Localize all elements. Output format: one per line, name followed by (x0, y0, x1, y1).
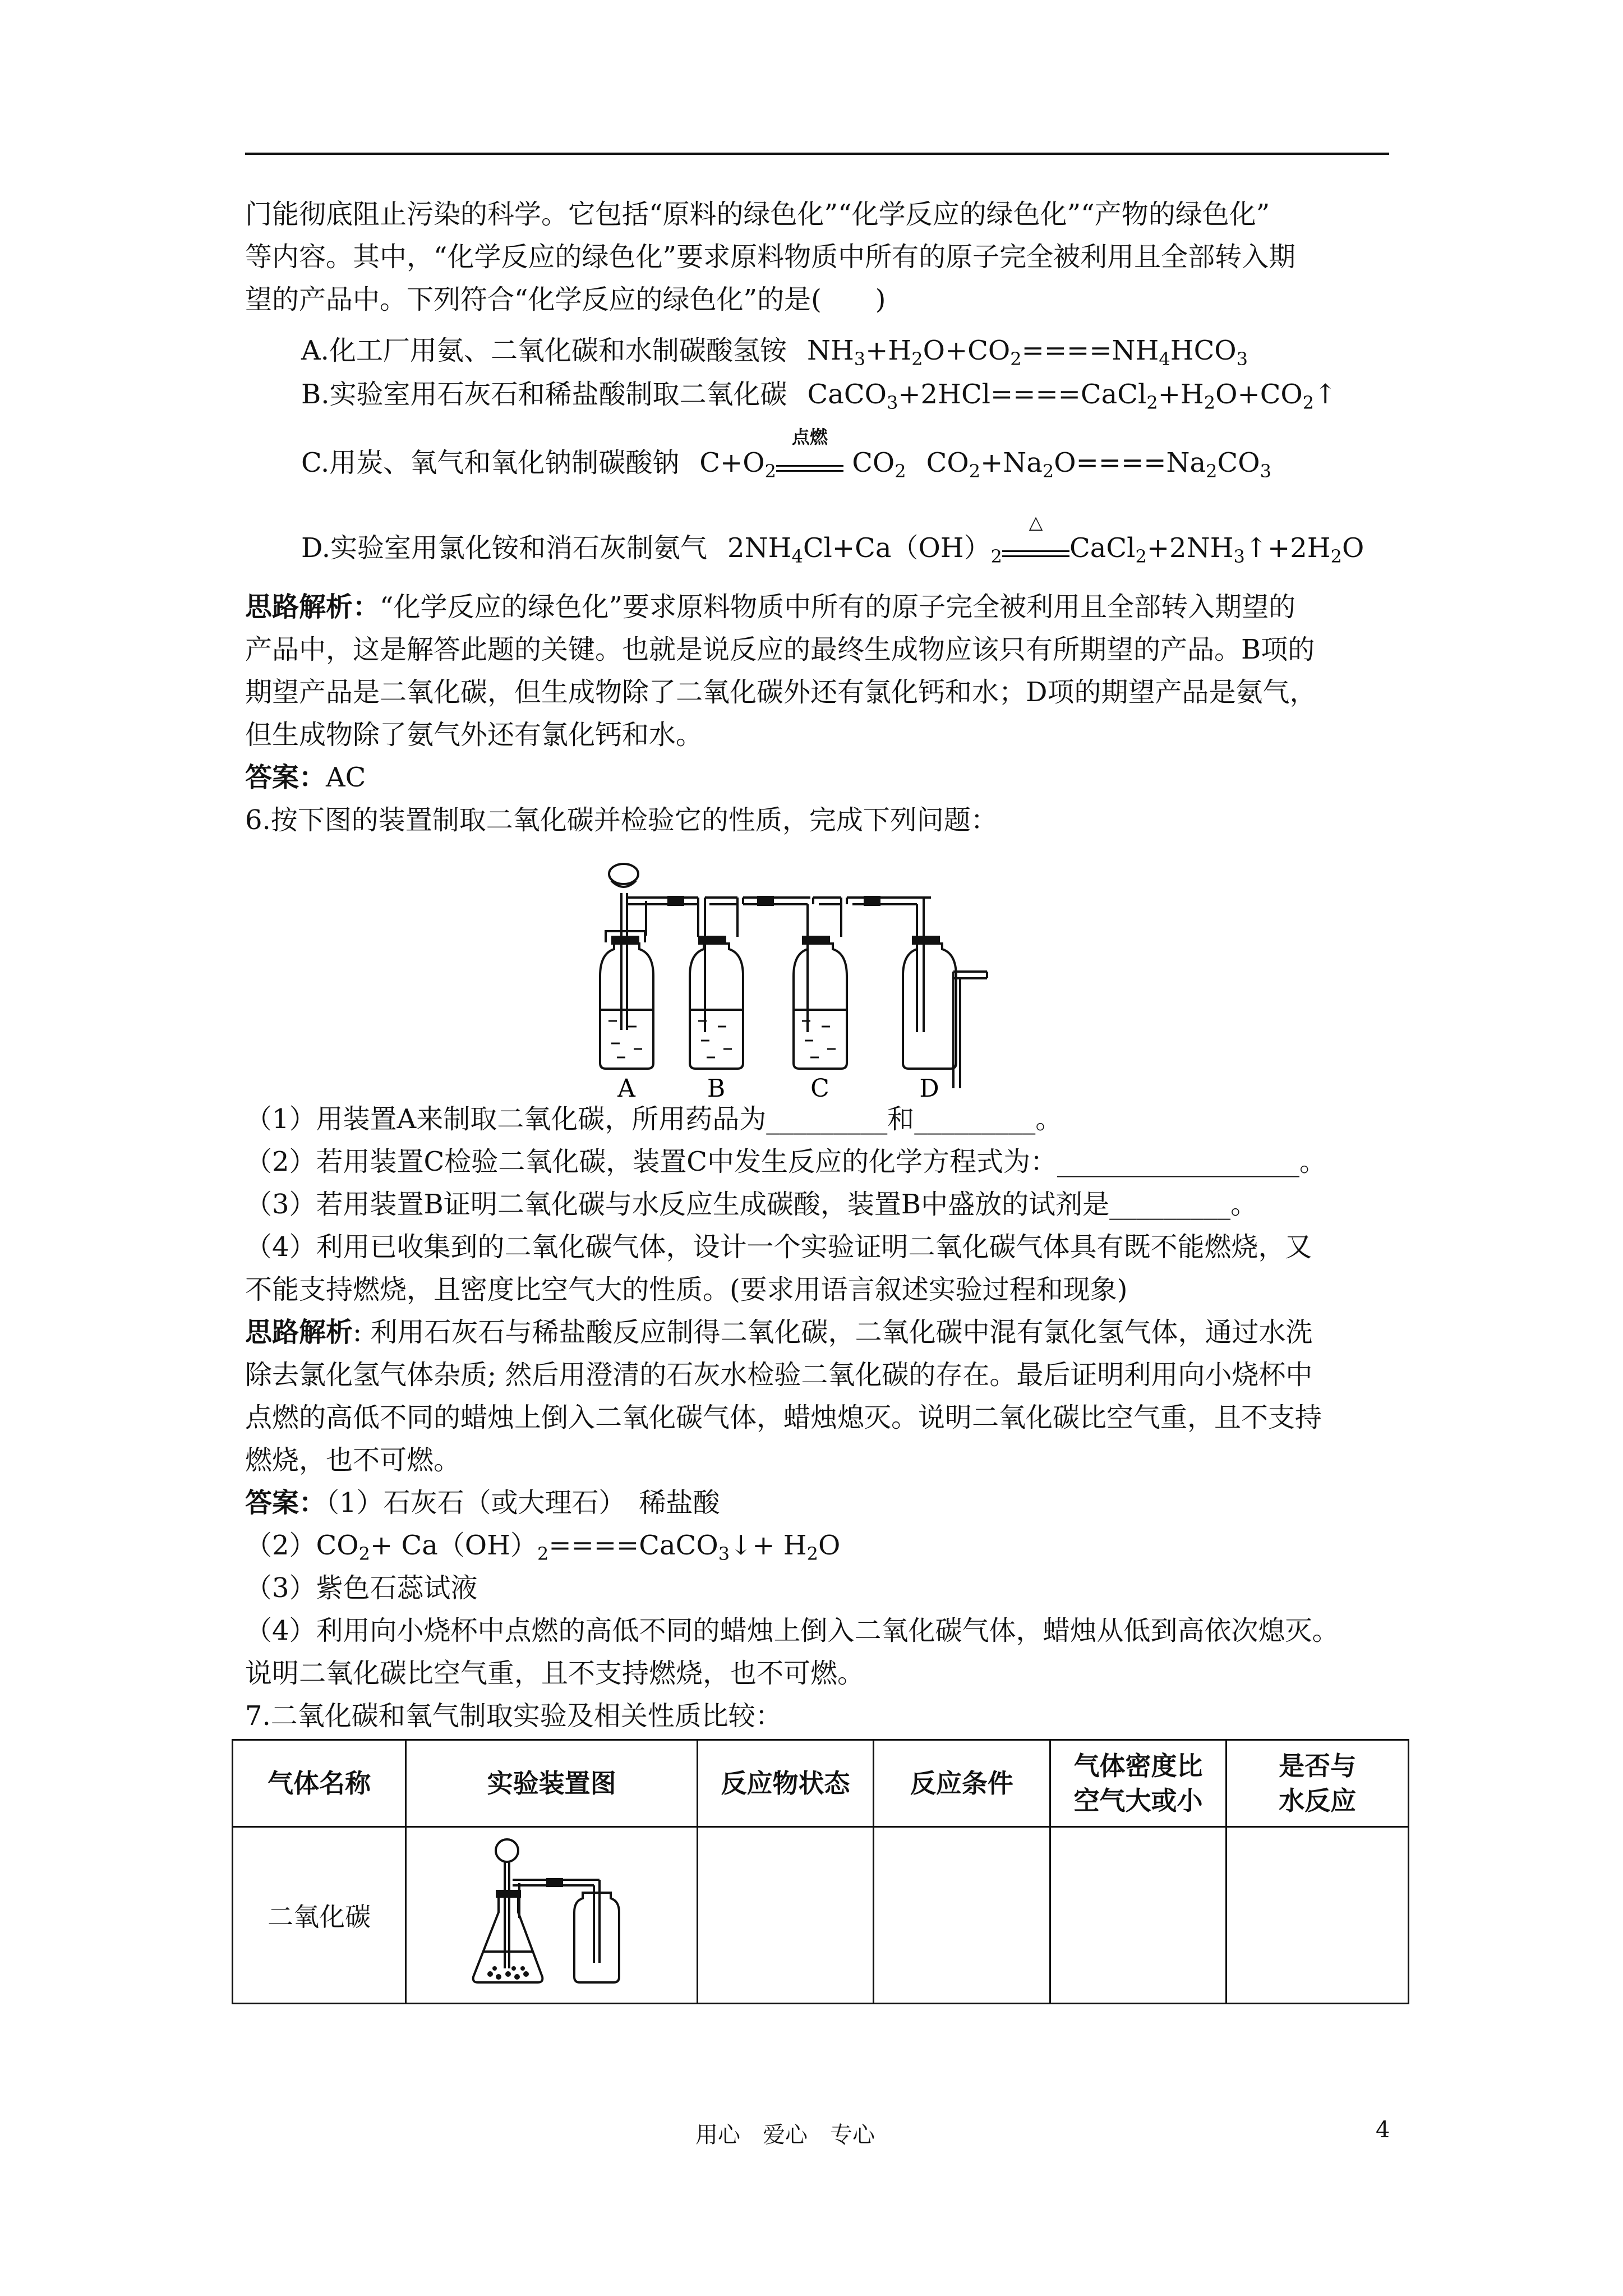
option-b: B.实验室用石灰石和稀盐酸制取二氧化碳 $CaCO_3+2HCl====CaCl_2+H_2O+CO_2↑$ (301, 379, 1337, 413)
q6-part-2: （2）若用装置C检验二氧化碳，装置C中发生反应的化学方程式为：__________________。 (245, 1146, 1326, 1177)
flask-apparatus-figure (468, 1834, 636, 1991)
option-a: A.化工厂用氨、二氧化碳和水制碳酸氢铵 $NH_3+H_2O+CO_2====NH_4HCO_3$ (301, 335, 1248, 370)
label-c: C (810, 1074, 829, 1099)
page-number: 4 (1376, 2117, 1390, 2143)
q5-analysis-line-1: 思路解析：“化学反应的绿色化”要求原料物质中所有的原子完全被利用且全部转入期望的 (245, 591, 1296, 623)
q6-part-4b: 不能支持燃烧，且密度比空气大的性质。(要求用语言叙述实验过程和现象) (245, 1274, 1128, 1305)
q6-part-3: （3）若用装置B证明二氧化碳与水反应生成碳酸，装置B中盛放的试剂是_________。 (245, 1189, 1258, 1220)
table-header-row (233, 1740, 1409, 1827)
q6-answer-3: （3）紫色石蕊试液 (245, 1572, 478, 1604)
q6-answer-1: 答案：（1）石灰石（或大理石） 稀盐酸 (245, 1487, 720, 1519)
apparatus-figure (594, 841, 1054, 1099)
label-d: D (919, 1074, 939, 1099)
cell-gas-name: 二氧化碳 (233, 1827, 406, 2004)
label-a: A (617, 1074, 635, 1099)
q6-analysis-line-2: 除去氯化氢气体杂质; 然后用澄清的石灰水检验二氧化碳的存在。最后证明利用向小烧杯中 (245, 1359, 1313, 1391)
intro-line-3: 望的产品中。下列符合“化学反应的绿色化”的是( ) (245, 284, 886, 315)
q7-stem: 7.二氧化碳和氧气制取实验及相关性质比较： (245, 1700, 782, 1732)
condition-heat: △ (1029, 512, 1043, 533)
q5-analysis-line-3: 期望产品是二氧化碳，但生成物除了二氧化碳外还有氯化钙和水；D项的期望产品是氨气， (245, 677, 1317, 708)
q6-part-4a: （4）利用已收集到的二氧化碳气体，设计一个实验证明二氧化碳气体具有既不能燃烧，又 (245, 1231, 1312, 1263)
cell-reaction-condition (874, 1827, 1050, 2004)
intro-line-2: 等内容。其中，“化学反应的绿色化”要求原料物质中所有的原子完全被利用且全部转入期 (245, 241, 1296, 273)
q6-answer-4a: （4）利用向小烧杯中点燃的高低不同的蜡烛上倒入二氧化碳气体，蜡烛从低到高依次熄灭。 (245, 1615, 1339, 1646)
q6-stem: 6.按下图的装置制取二氧化碳并检验它的性质，完成下列问题： (245, 804, 998, 836)
label-b: B (707, 1074, 726, 1099)
header-reactant-state: 反应物状态 (697, 1740, 873, 1827)
q5-analysis-line-2: 产品中，这是解答此题的关键。也就是说反应的最终生成物应该只有所期望的产品。B项的 (245, 634, 1315, 665)
q6-part-1: （1）用装置A来制取二氧化碳，所用药品为_________和_________。 (245, 1103, 1063, 1135)
option-c: C.用炭、氧气和氧化钠制碳酸钠 $C+O_2$ 点燃 $CO_2$ $CO_2+Na_2O====Na_2CO_3$ (301, 426, 1271, 482)
cell-density (1050, 1827, 1227, 2004)
comparison-table (232, 1739, 1409, 2004)
cell-water-reaction (1227, 1827, 1409, 2004)
option-d: D.实验室用氯化铵和消石灰制氨气 $2NH_4Cl+Ca(OH)_2$ △ $CaCl_2+2NH_3↑+2H_2O$ (301, 512, 1364, 567)
q5-analysis-line-4: 但生成物除了氨气外还有氯化钙和水。 (245, 719, 703, 751)
header-water-reaction: 是否与水反应 (1227, 1740, 1409, 1827)
footer-text: 用心 爱心 专心 (695, 2122, 875, 2148)
cell-apparatus (406, 1827, 697, 2004)
intro-line-1: 门能彻底阻止污染的科学。它包括“原料的绿色化”“化学反应的绿色化”“产物的绿色化” (245, 199, 1270, 230)
q6-answer-4b: 说明二氧化碳比空气重，且不支持燃烧，也不可燃。 (245, 1658, 865, 1689)
condition-ignite: 点燃 (791, 426, 828, 448)
table-row (233, 1827, 1409, 2004)
header-gas-name: 气体名称 (233, 1740, 406, 1827)
header-apparatus: 实验装置图 (406, 1740, 697, 1827)
q6-analysis-line-4: 燃烧，也不可燃。 (245, 1444, 461, 1476)
q6-answer-2: $(2)CO_2+$ $Ca(OH)_2====CaCO_3↓+ H_2O$ (245, 1530, 841, 1565)
q6-analysis-line-1: 思路解析: 利用石灰石与稀盐酸反应制得二氧化碳，二氧化碳中混有氯化氢气体，通过水洗 (245, 1317, 1313, 1348)
q5-answer: 答案：AC (245, 762, 366, 793)
q6-analysis-line-3: 点燃的高低不同的蜡烛上倒入二氧化碳气体，蜡烛熄灭。说明二氧化碳比空气重，且不支持 (245, 1402, 1322, 1433)
header-rule (245, 153, 1389, 155)
header-density: 气体密度比空气大或小 (1050, 1740, 1227, 1827)
cell-reactant-state (697, 1827, 873, 2004)
header-reaction-condition: 反应条件 (874, 1740, 1050, 1827)
